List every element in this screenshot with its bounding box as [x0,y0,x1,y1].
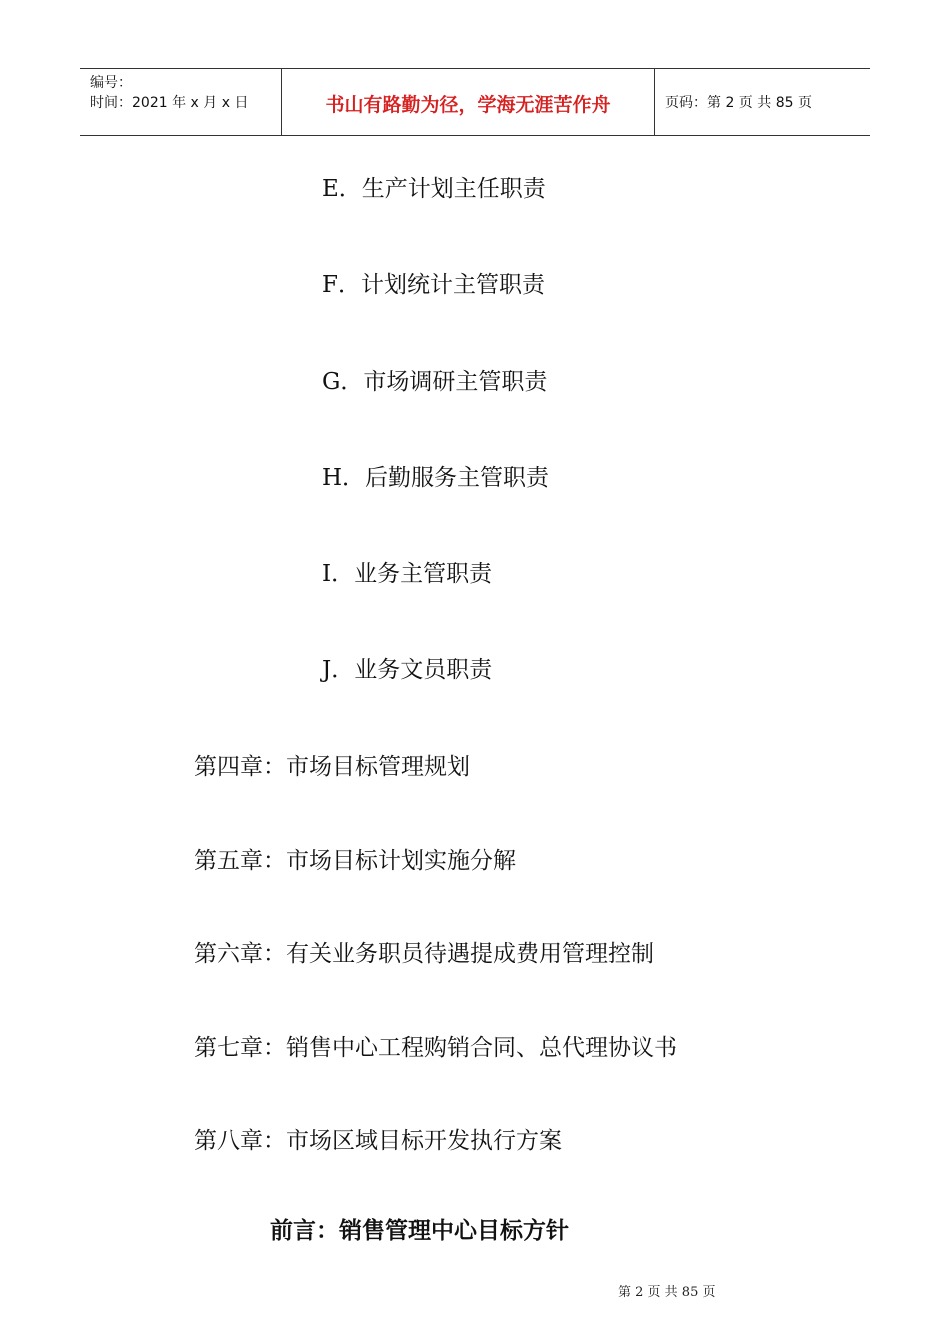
toc-item-i: I．业务主管职责 [322,561,493,587]
header-motto: 书山有路勤为径，学海无涯苦作舟 [282,69,655,135]
document-date: 时间：2021 年 x 月 x 日 [90,95,249,111]
preface-heading: 前言：销售管理中心目标方针 [270,1217,569,1244]
toc-item-j: J．业务文员职责 [322,657,493,683]
document-number-label: 编号： [90,75,132,91]
header-page-info: 页码：第 2 页 共 85 页 [665,95,812,111]
toc-item-f: F．计划统计主管职责 [322,272,545,298]
toc-chapter-6: 第六章：有关业务职员待遇提成费用管理控制 [194,941,654,967]
toc-chapter-4: 第四章：市场目标管理规划 [194,754,470,780]
toc-chapter-5: 第五章：市场目标计划实施分解 [194,848,516,874]
page-header [80,68,870,136]
toc-chapter-8: 第八章：市场区域目标开发执行方案 [194,1128,562,1154]
toc-chapter-7: 第七章：销售中心工程购销合同、总代理协议书 [194,1035,677,1061]
header-meta [80,69,282,135]
toc-item-e: E．生产计划主任职责 [322,176,546,202]
toc-item-h: H．后勤服务主管职责 [322,465,550,491]
page-footer: 第 2 页 共 85 页 [618,1285,716,1300]
toc-item-g: G．市场调研主管职责 [322,369,548,395]
